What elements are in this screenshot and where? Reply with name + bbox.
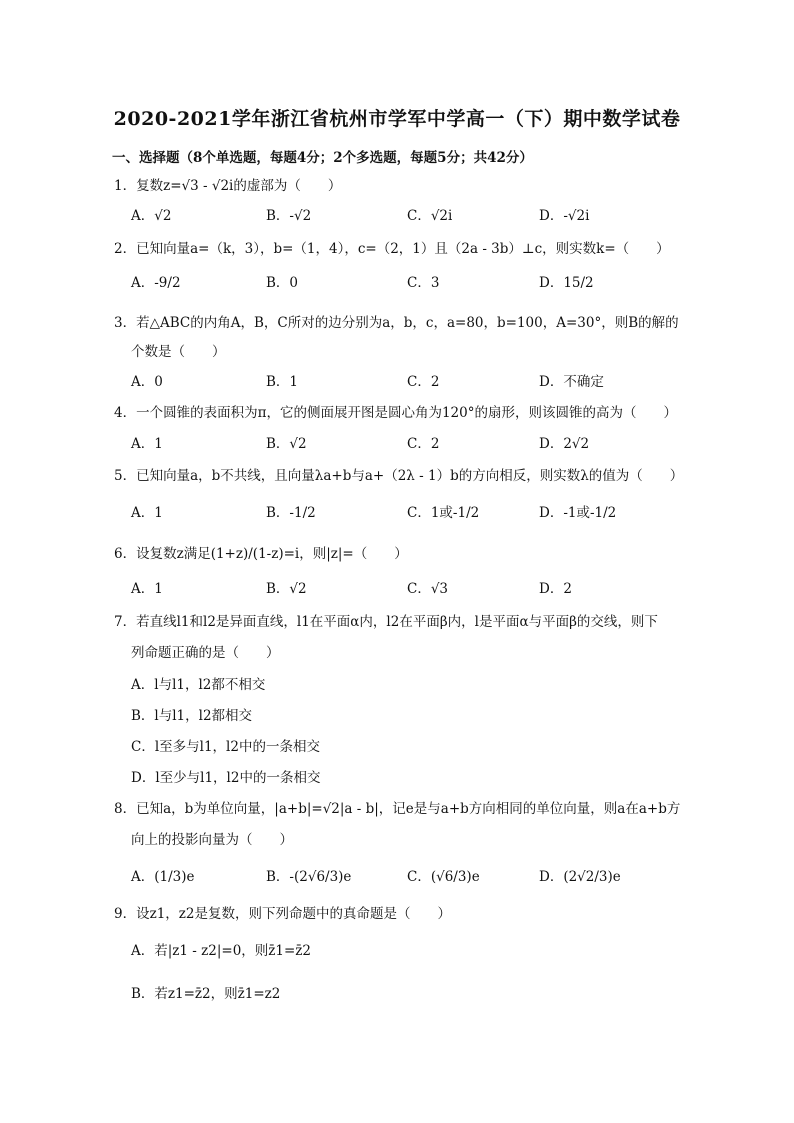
page-title: 2020-2021学年浙江省杭州市学军中学高一（下）期中数学试卷 <box>113 108 681 130</box>
option-c: C．√2i <box>407 208 453 224</box>
question-1-options <box>131 203 701 229</box>
option-a: A．(1/3)e <box>131 869 195 885</box>
option-b: B．-(2√6/3)e <box>266 869 352 885</box>
question-7-stem: 7．若直线l1和l2是异面直线，l1在平面α内，l2在平面β内，l是平面α与平面β的交线，则下 <box>114 614 658 630</box>
option-a: A．1 <box>131 436 163 452</box>
question-4-options <box>131 431 701 457</box>
option-a: A．1 <box>131 581 163 597</box>
question-7-option-c: C．l至多与l1，l2中的一条相交 <box>131 739 320 755</box>
option-c: C．√3 <box>407 581 449 597</box>
option-d: D．15/2 <box>539 275 594 291</box>
question-7-option-a: A．l与l1，l2都不相交 <box>131 677 266 693</box>
option-c: C．3 <box>407 275 440 291</box>
option-c: C．2 <box>407 374 440 390</box>
question-8-stem-cont: 向上的投影向量为（ ） <box>131 832 293 848</box>
option-b: B．√2 <box>266 436 307 452</box>
option-b: B．-1/2 <box>266 505 316 521</box>
question-8-options <box>131 864 701 890</box>
question-6-stem: 6．设复数z满足(1+z)/(1-z)=i，则|z|=（ ） <box>114 546 408 562</box>
option-a: A．-9/2 <box>131 275 181 291</box>
question-5-options <box>131 500 701 526</box>
option-d: D．不确定 <box>539 374 604 390</box>
option-d: D．2√2 <box>539 436 590 452</box>
question-6-options <box>131 576 701 602</box>
option-b: B．1 <box>266 374 299 390</box>
section-heading: 一、选择题（8个单选题，每题4分；2个多选题，每题5分；共42分） <box>112 150 533 166</box>
option-b: B．√2 <box>266 581 307 597</box>
question-4-stem: 4．一个圆锥的表面积为π，它的侧面展开图是圆心角为120°的扇形，则该圆锥的高为（ ） <box>114 405 677 421</box>
question-8-stem: 8．已知a，b为单位向量，|a+b|=√2|a - b|，记e是与a+b方向相同的单位向量，则a在a+b方 <box>114 801 681 817</box>
option-d: D．2 <box>539 581 572 597</box>
option-c: C．(√6/3)e <box>407 869 480 885</box>
option-a: A．√2 <box>131 208 172 224</box>
option-d: D．(2√2/3)e <box>539 869 621 885</box>
option-d: D．-1或-1/2 <box>539 505 617 521</box>
option-b: B．0 <box>266 275 299 291</box>
question-2-options <box>131 270 701 296</box>
question-9-option-b: B．若z1=z̄2，则z̄1=z2 <box>131 986 281 1002</box>
question-1-stem: 1．复数z=√3 - √2i的虚部为（ ） <box>114 178 342 194</box>
question-9-option-a: A．若|z1 - z2|=0，则z̄1=z̄2 <box>131 943 312 959</box>
question-9-stem: 9．设z1，z2是复数，则下列命题中的真命题是（ ） <box>114 906 451 922</box>
option-c: C．1或-1/2 <box>407 505 480 521</box>
option-c: C．2 <box>407 436 440 452</box>
question-3-stem: 3．若△ABC的内角A，B，C所对的边分别为a，b，c，a=80，b=100，A=30°，则B的解的 <box>114 315 679 331</box>
option-a: A．0 <box>131 374 163 390</box>
option-a: A．1 <box>131 505 163 521</box>
option-b: B．-√2 <box>266 208 312 224</box>
question-7-stem-cont: 列命题正确的是（ ） <box>131 645 280 661</box>
question-5-stem: 5．已知向量a，b不共线，且向量λa+b与a+（2λ - 1）b的方向相反，则实数λ的值为（ ） <box>114 468 684 484</box>
option-d: D．-√2i <box>539 208 590 224</box>
question-2-stem: 2．已知向量a=（k，3），b=（1，4），c=（2，1）且（2a - 3b）⊥c，则实数k=（ ） <box>114 241 670 257</box>
question-7-option-d: D．l至少与l1，l2中的一条相交 <box>131 770 321 786</box>
question-3-stem-cont: 个数是（ ） <box>131 344 226 360</box>
question-7-option-b: B．l与l1，l2都相交 <box>131 708 253 724</box>
question-3-options <box>131 369 701 395</box>
